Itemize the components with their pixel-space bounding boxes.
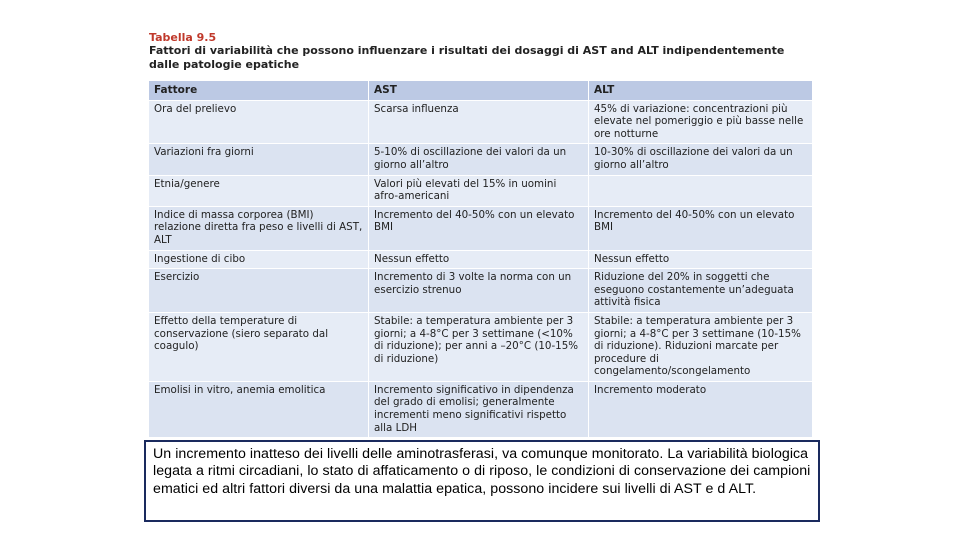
cell-fattore: Etnia/genere <box>149 175 369 206</box>
cell-ast: Stabile: a temperatura ambiente per 3 giorni; a 4-8°C per 3 settimane (<10% di riduzione); per anni a –20°C (10-15% di riduzione) <box>369 312 589 381</box>
cell-ast: Valori più elevati del 15% in uomini afro-americani <box>369 175 589 206</box>
cell-ast: Scarsa influenza <box>369 100 589 144</box>
cell-fattore: Ora del prelievo <box>149 100 369 144</box>
cell-ast: Incremento di 3 volte la norma con un esercizio strenuo <box>369 269 589 313</box>
note-box: Un incremento inatteso dei livelli delle aminotrasferasi, va comunque monitorato. La variabilità biologica legata a ritmi circadiani, lo stato di affaticamento o di riposo, le condizioni di conservazione dei campioni ematici ed altri fattori diversi da una malattia epatica, possono incidere sui livelli di AST e d ALT. <box>144 440 820 522</box>
column-header-fattore: Fattore <box>149 81 369 101</box>
table-row <box>149 175 813 206</box>
cell-fattore: Effetto della temperature di conservazione (siero separato dal coagulo) <box>149 312 369 381</box>
cell-ast: Incremento del 40-50% con un elevato BMI <box>369 206 589 250</box>
table-row <box>149 144 813 175</box>
cell-ast: Incremento significativo in dipendenza del grado di emolisi; generalmente incrementi meno significativi rispetto alla LDH <box>369 381 589 437</box>
table-row <box>149 269 813 313</box>
cell-alt: Nessun effetto <box>589 250 813 269</box>
cell-alt: 10-30% di oscillazione dei valori da un giorno all’altro <box>589 144 813 175</box>
cell-fattore: Ingestione di cibo <box>149 250 369 269</box>
cell-ast: 5-10% di oscillazione dei valori da un giorno all’altro <box>369 144 589 175</box>
cell-fattore: Emolisi in vitro, anemia emolitica <box>149 381 369 437</box>
table-label: Tabella 9.5 <box>149 31 217 44</box>
column-header-ast: AST <box>369 81 589 101</box>
table-row <box>149 100 813 144</box>
cell-alt: Incremento del 40-50% con un elevato BMI <box>589 206 813 250</box>
cell-alt <box>589 175 813 206</box>
cell-alt: 45% di variazione: concentrazioni più elevate nel pomeriggio e più basse nelle ore notturne <box>589 100 813 144</box>
variability-table <box>148 80 813 438</box>
cell-fattore: Indice di massa corporea (BMI) relazione diretta fra peso e livelli di AST, ALT <box>149 206 369 250</box>
table-header-row <box>149 81 813 101</box>
table-row <box>149 381 813 437</box>
table-row <box>149 206 813 250</box>
cell-alt: Incremento moderato <box>589 381 813 437</box>
variability-table-container <box>148 80 812 438</box>
table-title: Fattori di variabilità che possono influenzare i risultati dei dosaggi di AST and ALT indipendentemente dalle patologie epatiche <box>149 44 785 71</box>
table-row <box>149 250 813 269</box>
cell-alt: Riduzione del 20% in soggetti che eseguono costantemente un’adeguata attività fisica <box>589 269 813 313</box>
cell-fattore: Esercizio <box>149 269 369 313</box>
cell-alt: Stabile: a temperatura ambiente per 3 giorni; a 4-8°C per 3 settimane (10-15% di riduzione). Riduzioni marcate per procedure di congelamento/scongelamento <box>589 312 813 381</box>
column-header-alt: ALT <box>589 81 813 101</box>
cell-fattore: Variazioni fra giorni <box>149 144 369 175</box>
cell-ast: Nessun effetto <box>369 250 589 269</box>
table-row <box>149 312 813 381</box>
